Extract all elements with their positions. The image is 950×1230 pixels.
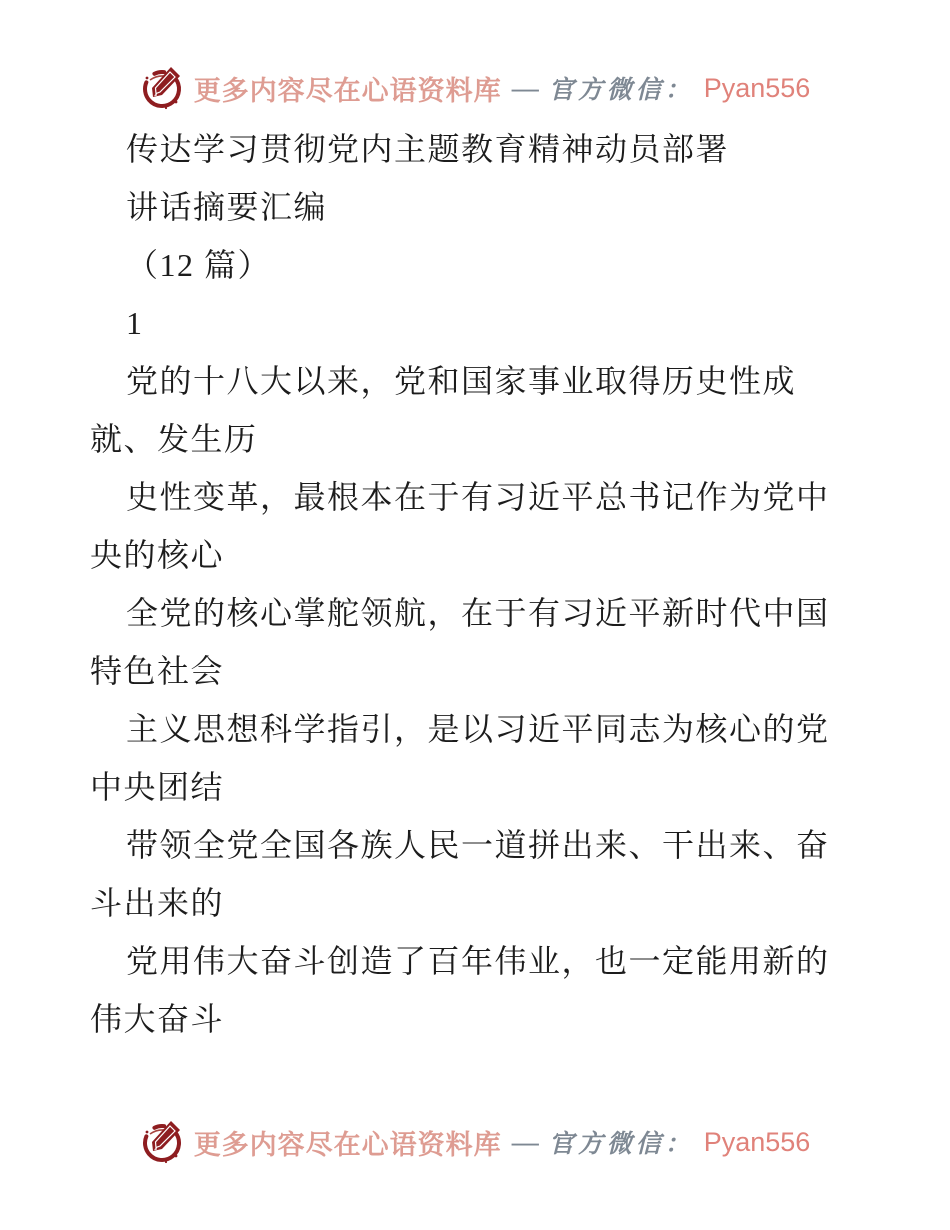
text-line: 党用伟大奋斗创造了百年伟业，也一定能用新的	[126, 943, 830, 979]
watermark-brand-text: 更多内容尽在心语资料库	[193, 75, 502, 106]
watermark-separator: —	[511, 72, 539, 103]
text-line: （12 篇）	[126, 247, 272, 283]
text-line: 党的十八大以来，党和国家事业取得历史性成	[126, 363, 797, 399]
footer-watermark	[0, 1118, 950, 1166]
document-body	[90, 120, 880, 1048]
pen-swirl-logo-icon	[140, 1118, 184, 1166]
watermark-wechat-id: Pyan556	[703, 72, 811, 103]
header-watermark	[0, 64, 950, 112]
text-line: 特色社会	[90, 653, 225, 689]
pen-swirl-logo-icon	[140, 64, 184, 112]
text-line: 就、发生历	[90, 421, 258, 457]
text-line: 全党的核心掌舵领航，在于有习近平新时代中国	[126, 595, 830, 631]
text-line: 斗出来的	[90, 885, 225, 921]
text-line: 中央团结	[90, 769, 225, 805]
text-line: 传达学习贯彻党内主题教育精神动员部署	[126, 131, 730, 167]
text-line: 1	[126, 305, 144, 341]
text-line: 史性变革，最根本在于有习近平总书记作为党中	[126, 479, 830, 515]
text-line: 讲话摘要汇编	[126, 189, 328, 225]
watermark-wechat-id: Pyan556	[703, 1126, 811, 1157]
text-line: 主义思想科学指引，是以习近平同志为核心的党	[126, 711, 830, 747]
text-line: 央的核心	[90, 537, 225, 573]
watermark-wechat-label: 官方微信：	[548, 77, 694, 104]
text-line: 伟大奋斗	[90, 1001, 225, 1037]
watermark-wechat-label: 官方微信：	[548, 1131, 694, 1158]
watermark-brand-text: 更多内容尽在心语资料库	[193, 1129, 502, 1160]
watermark-separator: —	[511, 1126, 539, 1157]
text-line: 带领全党全国各族人民一道拼出来、干出来、奋	[126, 827, 830, 863]
